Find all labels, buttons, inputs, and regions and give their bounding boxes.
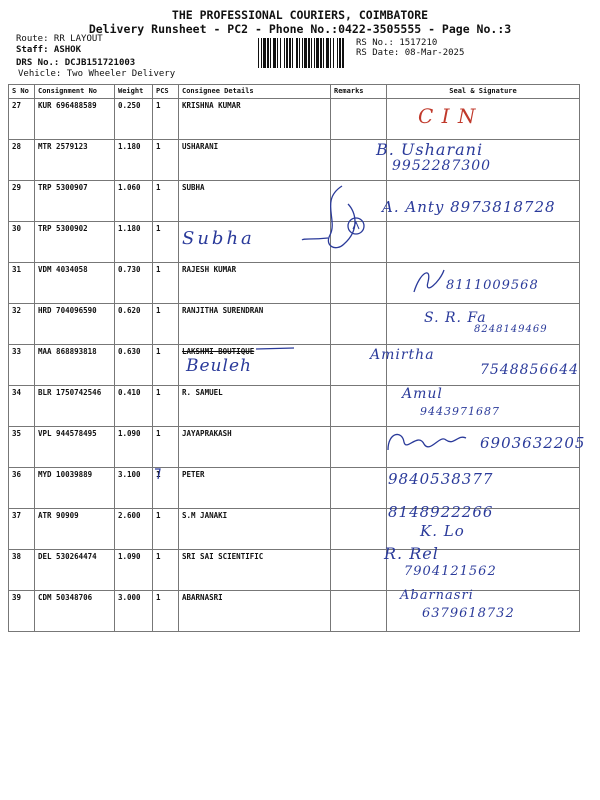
consignment-no: KUR 696488589 <box>35 99 115 140</box>
weight: 3.000 <box>115 591 153 632</box>
weight: 0.250 <box>115 99 153 140</box>
consignee: S.M JANAKI <box>179 509 331 550</box>
handwritten-name: Subha <box>182 228 255 249</box>
remarks <box>331 591 387 632</box>
sno: 39 <box>9 591 35 632</box>
col-remarks: Remarks <box>331 85 387 99</box>
col-sno: S No <box>9 85 35 99</box>
pcs: 1 <box>153 263 179 304</box>
staff: Staff: ASHOK <box>16 45 82 55</box>
consignment-no: MAA 868893818 <box>35 345 115 386</box>
route: Route: RR LAYOUT <box>16 34 103 44</box>
col-weight: Weight <box>115 85 153 99</box>
sno: 33 <box>9 345 35 386</box>
consignee: JAYAPRAKASH <box>179 427 331 468</box>
weight: 1.060 <box>115 181 153 222</box>
table-row <box>9 140 580 181</box>
sno: 27 <box>9 99 35 140</box>
signature-cell <box>387 99 580 140</box>
signature-cell <box>387 222 580 263</box>
consignee: SUBHA <box>179 181 331 222</box>
handwritten-signature: B. Usharani <box>376 140 484 159</box>
handwritten-signature: Amirtha <box>370 347 435 363</box>
handwritten-signature: Abarnasri <box>400 588 474 603</box>
handwritten-phone: 6903632205 <box>480 434 586 452</box>
handwritten-phone: 9443971687 <box>420 405 500 418</box>
weight: 1.090 <box>115 427 153 468</box>
pcs: 1 <box>153 591 179 632</box>
weight: 0.630 <box>115 345 153 386</box>
consignment-no: MTR 2579123 <box>35 140 115 181</box>
remarks <box>331 427 387 468</box>
sno: 28 <box>9 140 35 181</box>
pcs: 1 <box>153 386 179 427</box>
pcs: 1 <box>153 509 179 550</box>
consignment-no: ATR 90909 <box>35 509 115 550</box>
remarks <box>331 386 387 427</box>
handwritten-phone: 6379618732 <box>422 606 515 621</box>
handwritten-phone: 9840538377 <box>388 470 494 488</box>
rs-date: RS Date: 08-Mar-2025 <box>356 48 465 58</box>
pcs: 1 <box>153 222 179 263</box>
remarks <box>331 304 387 345</box>
pen-scribble <box>410 262 450 298</box>
pen-tick <box>152 466 166 482</box>
consignment-no: VPL 944578495 <box>35 427 115 468</box>
remarks <box>331 468 387 509</box>
consignment-no: TRP 5300902 <box>35 222 115 263</box>
consignee: SRI SAI SCIENTIFIC <box>179 550 331 591</box>
weight: 0.730 <box>115 263 153 304</box>
weight: 0.620 <box>115 304 153 345</box>
consignee: R. SAMUEL <box>179 386 331 427</box>
pcs: 1 <box>153 304 179 345</box>
consignee: LAKSHMI BOUTIQUE <box>179 345 331 386</box>
pcs: 1 <box>153 427 179 468</box>
col-consignee: Consignee Details <box>179 85 331 99</box>
col-signature: Seal & Signature <box>387 85 580 99</box>
handwritten-signature: S. R. Fa <box>424 310 487 326</box>
handwritten-phone: 9952287300 <box>392 158 492 174</box>
pcs: 1 <box>153 468 179 509</box>
sno: 35 <box>9 427 35 468</box>
consignee: PETER <box>179 468 331 509</box>
remarks <box>331 99 387 140</box>
sno: 31 <box>9 263 35 304</box>
company-title: THE PROFESSIONAL COURIERS, COIMBATORE <box>171 8 429 22</box>
runsheet-subtitle: Delivery Runsheet - PC2 - Phone No.:0422-3505555 - Page No.:3 <box>88 22 512 36</box>
pcs: 1 <box>153 99 179 140</box>
vehicle: Vehicle: Two Wheeler Delivery <box>18 69 176 79</box>
handwritten-signature: A. Anty 8973818728 <box>382 198 556 216</box>
table-header <box>9 85 580 99</box>
weight: 1.090 <box>115 550 153 591</box>
remarks <box>331 509 387 550</box>
sno: 36 <box>9 468 35 509</box>
handwritten-phone: 8148922266 <box>388 503 494 521</box>
table-row <box>9 222 580 263</box>
pen-scribble <box>300 180 380 260</box>
handwritten-phone: 8111009568 <box>446 278 539 293</box>
consignment-no: CDM 50348706 <box>35 591 115 632</box>
handwritten-phone: 7548856644 <box>480 362 580 378</box>
consignment-no: DEL 530264474 <box>35 550 115 591</box>
weight: 0.410 <box>115 386 153 427</box>
pcs: 1 <box>153 181 179 222</box>
sno: 37 <box>9 509 35 550</box>
weight: 1.180 <box>115 222 153 263</box>
drs-number: DRS No.: DCJB151721003 <box>16 58 136 68</box>
pcs: 1 <box>153 345 179 386</box>
sno: 29 <box>9 181 35 222</box>
consignee: RAJESH KUMAR <box>179 263 331 304</box>
weight: 2.600 <box>115 509 153 550</box>
consignee: USHARANI <box>179 140 331 181</box>
consignee: KRISHNA KUMAR <box>179 99 331 140</box>
handwritten-signature: C I N <box>418 104 477 128</box>
handwritten-name: Beuleh <box>186 356 252 376</box>
consignee: RANJITHA SURENDRAN <box>179 304 331 345</box>
consignment-no: HRD 704096590 <box>35 304 115 345</box>
table-row <box>9 468 580 509</box>
barcode <box>258 38 346 68</box>
pcs: 1 <box>153 140 179 181</box>
rs-number: RS No.: 1517210 <box>356 38 438 48</box>
consignee: ABARNASRI <box>179 591 331 632</box>
table-row <box>9 99 580 140</box>
pen-scribble <box>384 426 474 456</box>
sno: 32 <box>9 304 35 345</box>
col-pcs: PCS <box>153 85 179 99</box>
table-row <box>9 509 580 550</box>
handwritten-phone: 7904121562 <box>404 564 497 579</box>
runsheet-table <box>8 84 580 632</box>
consignment-no: BLR 1750742546 <box>35 386 115 427</box>
remarks <box>331 550 387 591</box>
handwritten-signature: R. Rel <box>384 544 439 563</box>
handwritten-signature: Amul <box>402 386 443 402</box>
consignment-no: VDM 4034058 <box>35 263 115 304</box>
consignment-no: MYD 10039889 <box>35 468 115 509</box>
handwritten-signature: K. Lo <box>420 522 465 540</box>
remarks <box>331 263 387 304</box>
col-consignment: Consignment No <box>35 85 115 99</box>
sno: 30 <box>9 222 35 263</box>
weight: 3.100 <box>115 468 153 509</box>
sno: 34 <box>9 386 35 427</box>
consignment-no: TRP 5300907 <box>35 181 115 222</box>
handwritten-phone: 8248149469 <box>474 324 548 335</box>
sno: 38 <box>9 550 35 591</box>
pcs: 1 <box>153 550 179 591</box>
weight: 1.180 <box>115 140 153 181</box>
strike-mark <box>256 346 296 352</box>
